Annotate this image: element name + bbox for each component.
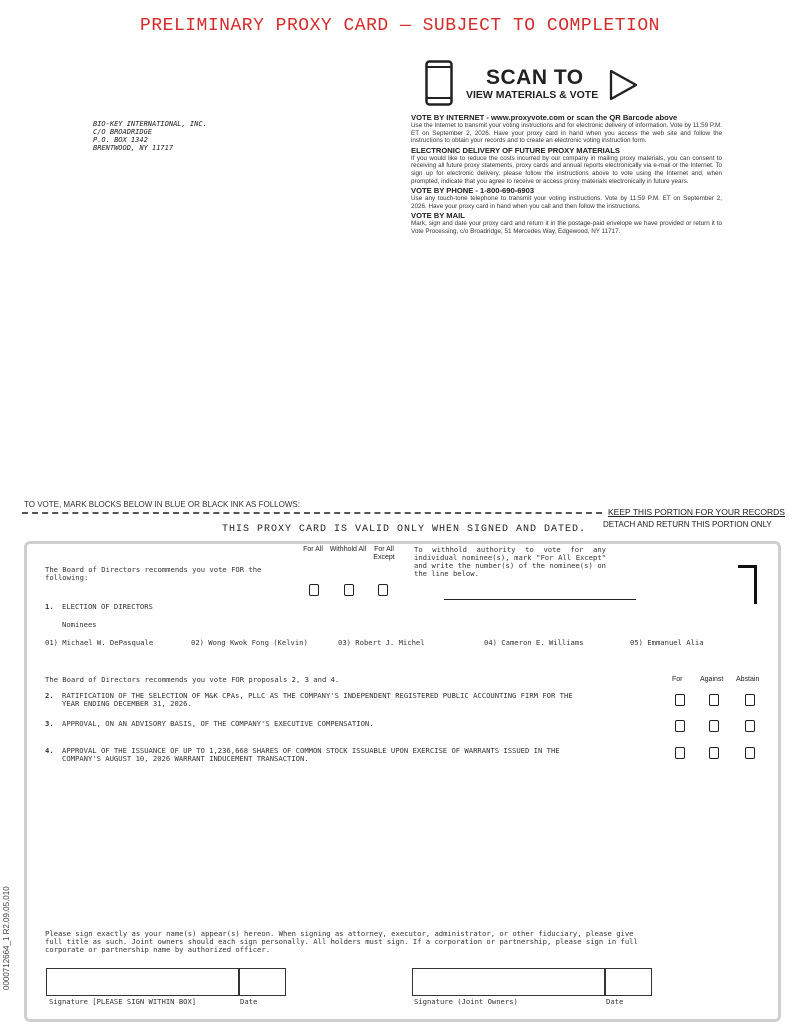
nominee-item: 02) Wong Kwok Fong (Kelvin) [191, 638, 308, 647]
withhold-instruction: To withhold authority to vote for any individual nominee(s), mark "For All Except" and write the number(s) of the nominee(s) on the line below. [414, 545, 606, 578]
preliminary-banner: PRELIMINARY PROXY CARD — SUBJECT TO COMPLETION [140, 16, 660, 36]
proposal-4-for-checkbox[interactable] [675, 747, 685, 759]
item-1-text: ELECTION OF DIRECTORS [62, 602, 153, 611]
address-line: P.O. BOX 1342 [93, 136, 148, 144]
proposal-4-number: 4. [45, 746, 54, 755]
scan-title: SCAN TO [486, 66, 584, 89]
proposal-2-text: RATIFICATION OF THE SELECTION OF M&K CPAs, PLLC AS THE COMPANY'S INDEPENDENT REGISTERED PUBLIC ACCOUNTING FIRM FOR THE YEAR ENDING DECEMBER 31, 2026. [62, 691, 573, 708]
abstain-header: Abstain [736, 676, 760, 683]
proposal-2-abstain-checkbox[interactable] [745, 694, 755, 706]
signature-label: Signature [PLEASE SIGN WITHIN BOX] [49, 997, 197, 1006]
proposal-3-number: 3. [45, 719, 54, 728]
date-label: Date [240, 997, 258, 1006]
scan-subtitle: VIEW MATERIALS & VOTE [466, 89, 599, 101]
nominee-number-line[interactable] [444, 599, 636, 600]
proposal-3-abstain-checkbox[interactable] [745, 720, 755, 732]
item-1-number: 1. [45, 602, 54, 611]
date-box[interactable] [238, 968, 286, 996]
detach-dashed-line [22, 512, 602, 514]
signature-box[interactable] [46, 968, 240, 996]
nominees-label: Nominees [62, 620, 97, 629]
phone-vote-text: Use any touch-tone telephone to transmit your voting instructions. Vote by 11:59 P.M. ET on September 2, 2026. Have your proxy card in hand when you call and then follow the instructions. [411, 195, 722, 210]
nominee-item: 05) Emmanuel Alia [630, 638, 704, 647]
withhold-all-checkbox[interactable] [344, 584, 354, 596]
proposal-3-text: APPROVAL, ON AN ADVISORY BASIS, OF THE COMPANY'S EXECUTIVE COMPENSATION. [62, 719, 374, 728]
nominee-item: 04) Cameron E. Williams [484, 638, 584, 647]
detach-portion-label: DETACH AND RETURN THIS PORTION ONLY [603, 520, 772, 529]
proposal-2-number: 2. [45, 691, 54, 700]
board-recommendation-2: The Board of Directors recommends you vote FOR proposals 2, 3 and 4. [45, 675, 340, 684]
signing-instruction: Please sign exactly as your name(s) appear(s) hereon. When signing as attorney, executor, administrator, or other fiduciary, please give full title as such. Joint owners should each sign personally. All holders must sign. If a corporation or partnership, please sign in full corporate or partnership name by authorized officer. [45, 929, 638, 954]
joint-signature-box[interactable] [412, 968, 606, 996]
form-code: 0000712664_1 R2.09.05.010 [2, 886, 11, 990]
electronic-delivery-heading: ELECTRONIC DELIVERY OF FUTURE PROXY MATERIALS [411, 145, 620, 155]
proposal-4-abstain-checkbox[interactable] [745, 747, 755, 759]
keep-portion-label: KEEP THIS PORTION FOR YOUR RECORDS [608, 507, 785, 517]
for-all-except-checkbox[interactable] [378, 584, 388, 596]
mail-vote-text: Mark, sign and date your proxy card and return it in the postage-paid envelope we have provided or return it to Vote Processing, c/o Broadridge, 51 Mercedes Way, Edgewood, NY 11717. [411, 220, 722, 235]
withhold-all-header: Withhold All [329, 546, 367, 553]
proposal-2-for-checkbox[interactable] [675, 694, 685, 706]
for-all-header: For All [303, 546, 323, 553]
board-recommendation-1: The Board of Directors recommends you vote FOR the following: [45, 565, 262, 582]
proposal-4-against-checkbox[interactable] [709, 747, 719, 759]
for-all-checkbox[interactable] [309, 584, 319, 596]
voting-instructions [411, 113, 722, 237]
return-address [93, 120, 207, 152]
nominee-item: 03) Robert J. Michel [338, 638, 425, 647]
nominee-item: 01) Michael W. DePasquale [45, 638, 154, 647]
address-line: C/O BROADRIDGE [93, 128, 153, 136]
smartphone-icon [425, 60, 453, 106]
against-header: Against [700, 676, 724, 683]
joint-date-box[interactable] [604, 968, 652, 996]
phone-vote-heading: VOTE BY PHONE - 1-800-690-6903 [411, 186, 535, 196]
address-line: BIO-KEY INTERNATIONAL, INC. [93, 120, 207, 128]
for-all-except-header: For All Except [373, 546, 395, 561]
address-line: BRENTWOOD, NY 11717 [93, 144, 174, 152]
joint-date-label: Date [606, 997, 624, 1006]
proposal-3-for-checkbox[interactable] [675, 720, 685, 732]
internet-vote-text: Use the Internet to transmit your voting instructions and for electronic delivery of information. Vote by 11:59 P.M. ET on September 2, 2026. Have your proxy card in hand when you access the web site and follow the instructions to obtain your records and to create an electronic voting instruction form. [411, 122, 722, 145]
for-header: For [672, 676, 683, 683]
proposal-3-against-checkbox[interactable] [709, 720, 719, 732]
valid-notice: THIS PROXY CARD IS VALID ONLY WHEN SIGNED AND DATED. [222, 524, 587, 535]
electronic-delivery-text: If you would like to reduce the costs incurred by our company in mailing proxy materials, you can consent to receiving all future proxy statements, proxy cards and annual reports electronically via e-mail or the Internet. To sign up for electronic delivery, please follow the instructions above to vote using the Internet and, when prompted, indicate that you agree to receive or access proxy materials electronically in future years. [411, 154, 722, 185]
play-arrow-icon [609, 69, 639, 101]
mark-instruction: TO VOTE, MARK BLOCKS BELOW IN BLUE OR BLACK INK AS FOLLOWS: [24, 500, 300, 509]
mail-vote-heading: VOTE BY MAIL [411, 211, 465, 221]
corner-registration-mark [738, 565, 757, 604]
internet-vote-heading: VOTE BY INTERNET - www.proxyvote.com or scan the QR Barcode above [411, 113, 678, 122]
joint-signature-label: Signature (Joint Owners) [414, 997, 518, 1006]
proposal-4-text: APPROVAL OF THE ISSUANCE OF UP TO 1,236,668 SHARES OF COMMON STOCK ISSUABLE UPON EXERCISE OF WARRANTS ISSUED IN THE COMPANY'S AUGUST 10, 2026 WARRANT INDUCEMENT TRANSACTION. [62, 746, 560, 763]
proposal-2-against-checkbox[interactable] [709, 694, 719, 706]
